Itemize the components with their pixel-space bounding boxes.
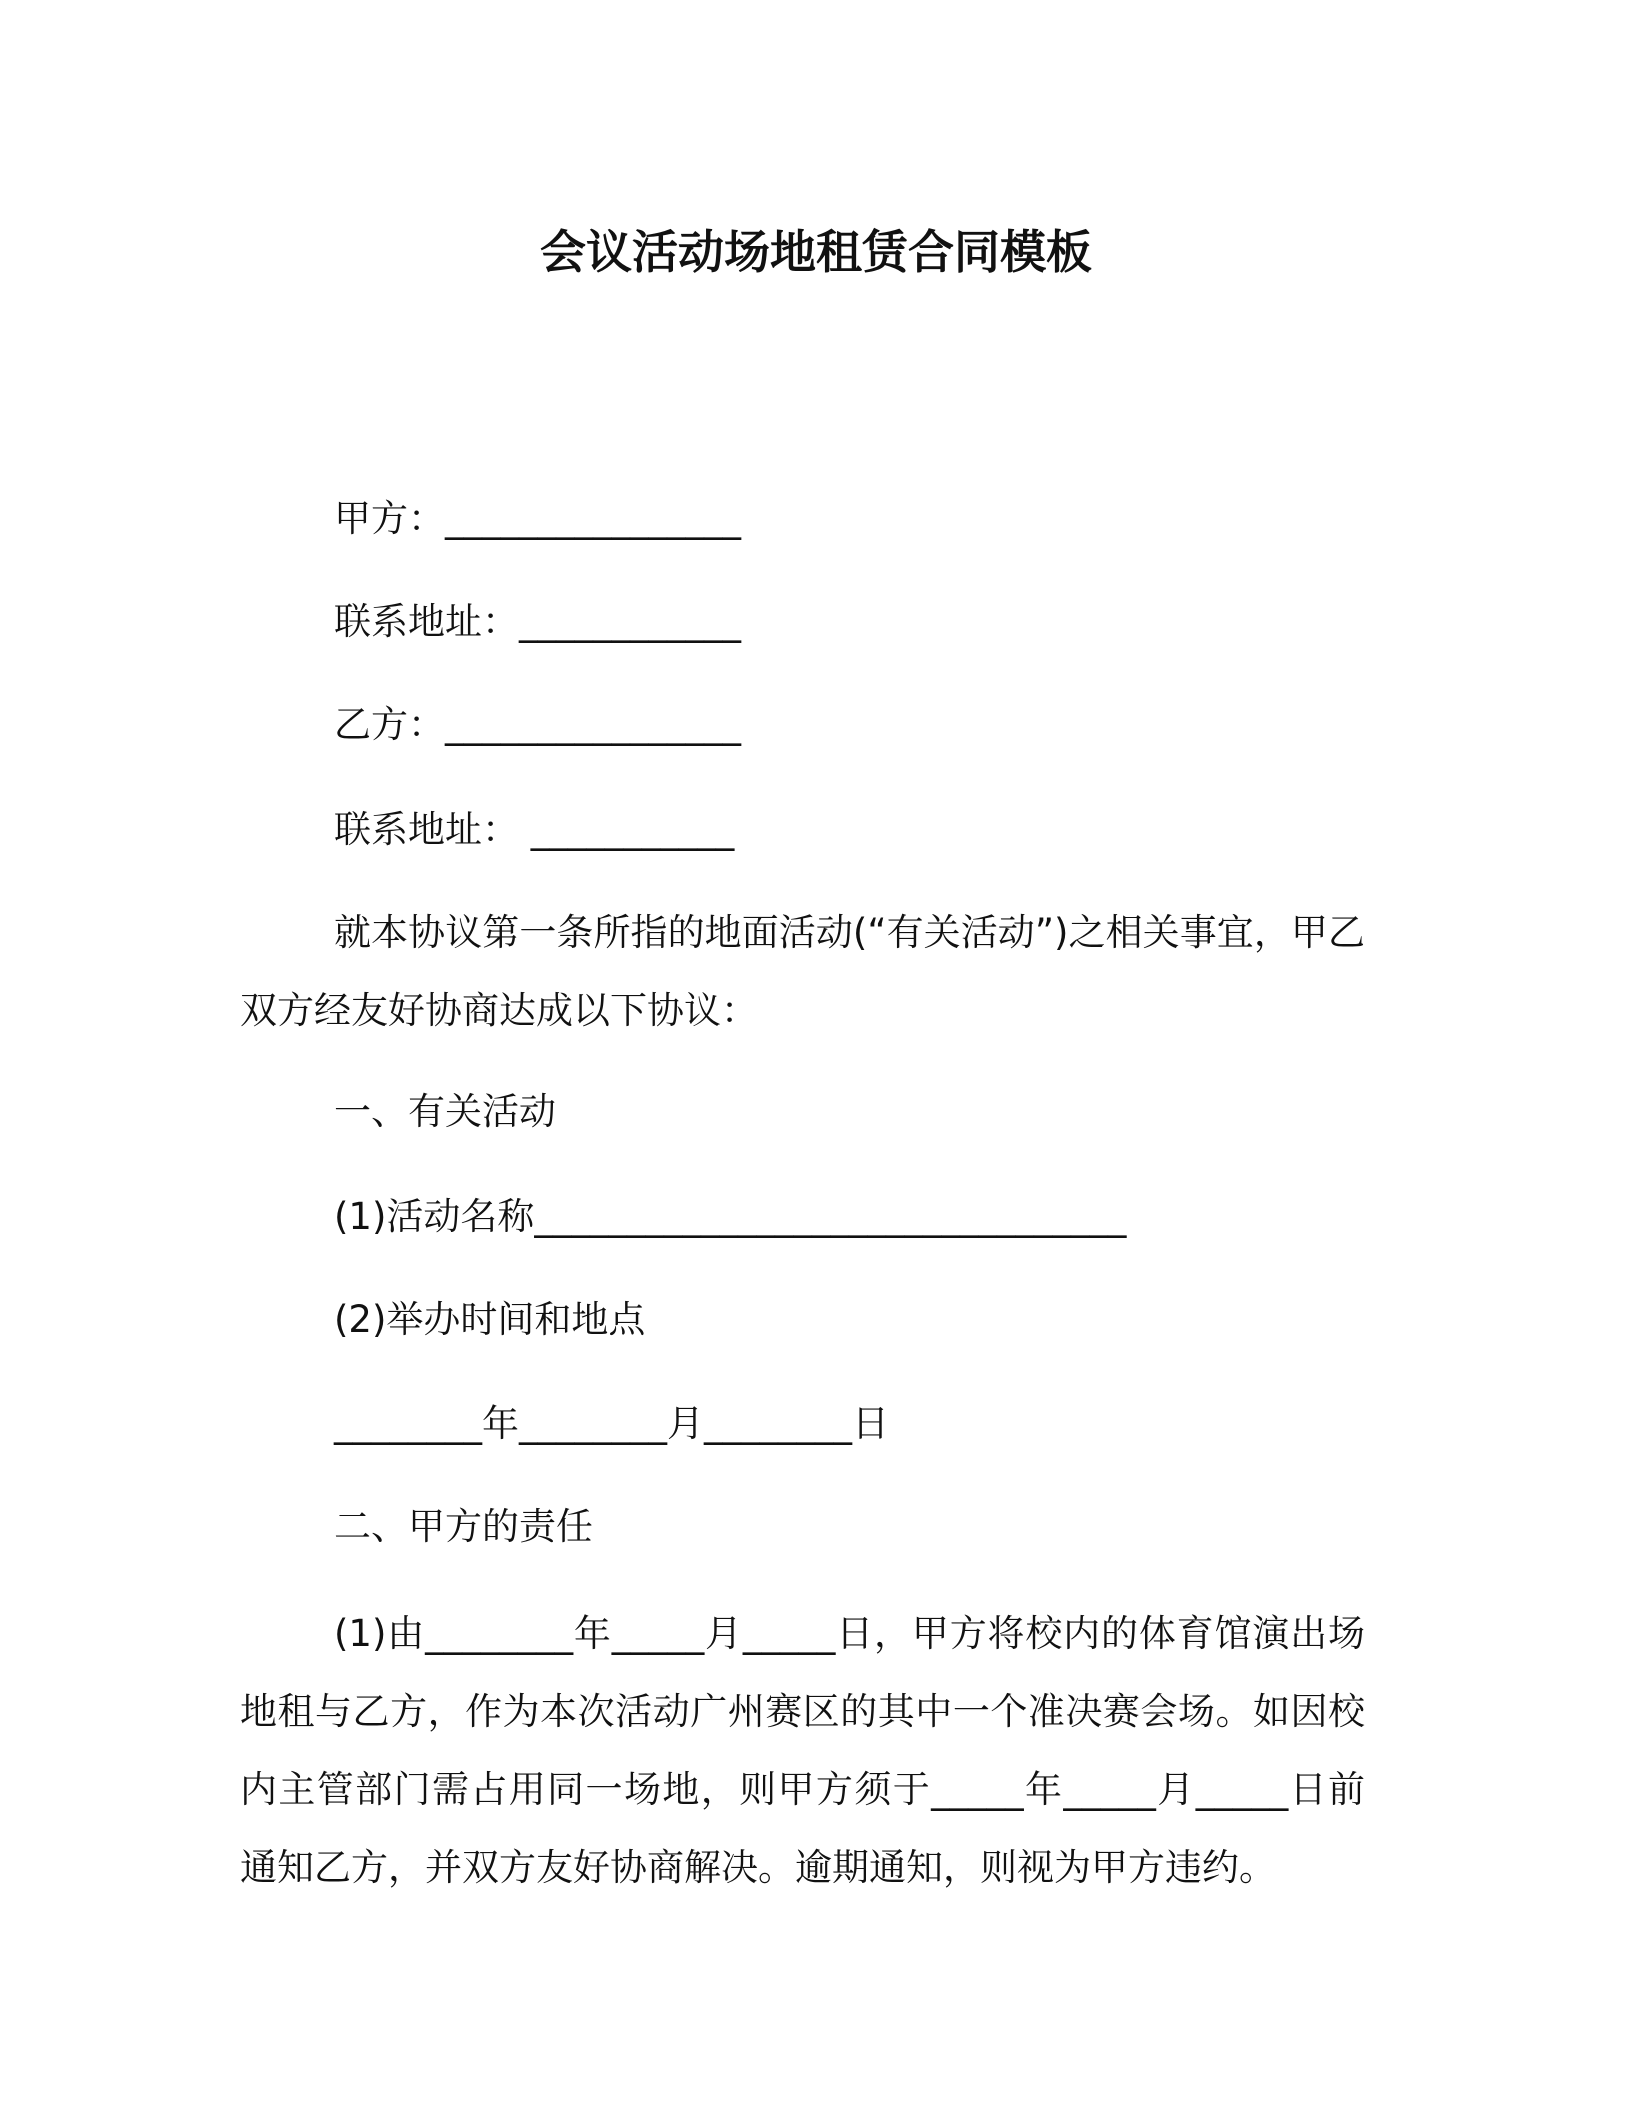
- section-two-heading: 二、甲方的责任: [334, 1505, 593, 1548]
- intro-paragraph: 就本协议第一条所指的地面活动(“有关活动”)之相关事宜，甲乙双方经友好协商达成以下协议：: [240, 911, 1365, 1032]
- party-b-line: 乙方：________________: [334, 703, 741, 746]
- party-b-address-line: 联系地址： ___________: [334, 808, 735, 851]
- clause-two-one-paragraph: (1)由________年_____月_____日，甲方将校内的体育馆演出场地租与乙方，作为本次活动广州赛区的其中一个准决赛会场。如因校内主管部门需占用同一场地，则甲方须于_____年_____月_____日前通知乙方，并双方友好协商解决。逾期通知，则视为甲方违约。: [240, 1612, 1365, 1889]
- party-a-address-line: 联系地址：____________: [334, 600, 741, 643]
- party-a-line: 甲方：________________: [334, 497, 741, 540]
- activity-name-line: (1)活动名称________________________________: [334, 1195, 1127, 1238]
- time-place-heading: (2)举办时间和地点: [334, 1298, 646, 1341]
- document-title: 会议活动场地租赁合同模板: [540, 225, 1092, 279]
- date-line: ________年________月________日: [334, 1402, 889, 1445]
- section-one-heading: 一、有关活动: [334, 1090, 556, 1133]
